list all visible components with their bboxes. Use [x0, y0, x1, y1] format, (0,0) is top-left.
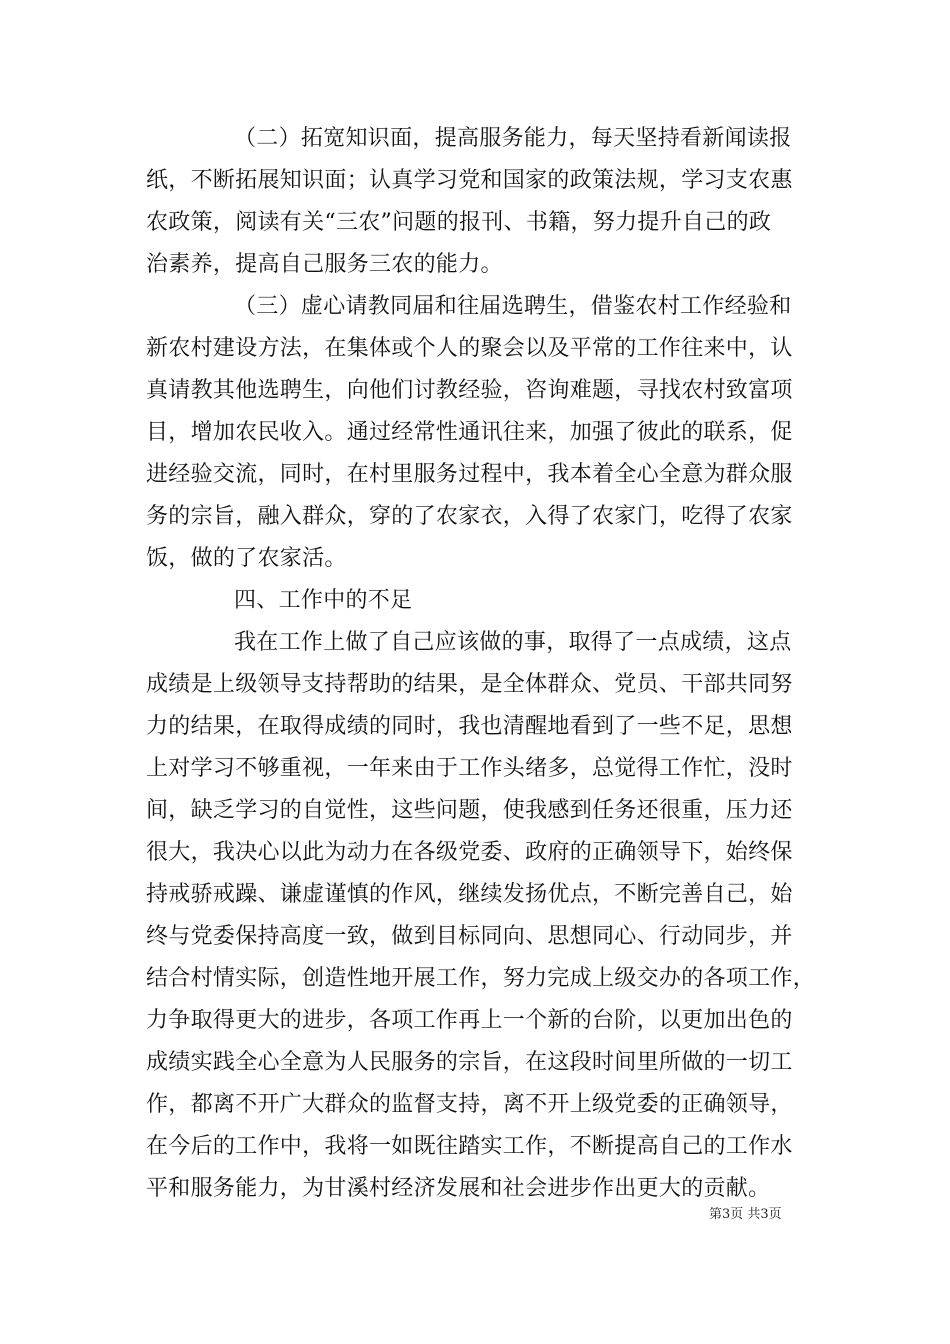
section-heading: 四、工作中的不足 [234, 588, 413, 613]
paragraph-3-line-4: 目，增加农民收入。通过经常性通讯往来，加强了彼此的联系，促 [146, 420, 793, 445]
paragraph-4-line-9: 结合村情实际，创造性地开展工作，努力完成上级交办的各项工作， [146, 966, 816, 991]
paragraph-4-line-11: 成绩实践全心全意为人民服务的宗旨，在这段时间里所做的一切工 [146, 1050, 793, 1075]
paragraph-2-line-2: 纸，不断拓展知识面；认真学习党和国家的政策法规，学习支农惠 [146, 168, 793, 193]
paragraph-3-line-3: 真请教其他选聘生，向他们讨教经验，咨询难题，寻找农村致富项 [146, 378, 793, 403]
paragraph-4-line-13: 在今后的工作中，我将一如既往踏实工作，不断提高自己的工作水 [146, 1134, 793, 1159]
paragraph-3-line-7: 饭，做的了农家活。 [146, 546, 347, 571]
paragraph-4-line-14: 平和服务能力，为甘溪村经济发展和社会进步作出更大的贡献。 [146, 1176, 771, 1201]
paragraph-4-line-1: 我在工作上做了自己应该做的事，取得了一点成绩，这点 [234, 630, 792, 655]
paragraph-4-line-6: 很大，我决心以此为动力在各级党委、政府的正确领导下，始终保 [146, 840, 793, 865]
document-body [146, 118, 816, 1210]
paragraph-2-line-3: 农政策，阅读有关“三农”问题的报刊、书籍，努力提升自己的政 [146, 210, 772, 235]
paragraph-3-line-1: （三）虚心请教同届和往届选聘生，借鉴农村工作经验和 [234, 294, 792, 319]
paragraph-3-line-5: 进经验交流，同时，在村里服务过程中，我本着全心全意为群众服 [146, 462, 793, 487]
paragraph-4-line-5: 间，缺乏学习的自觉性，这些问题，使我感到任务还很重，压力还 [146, 798, 793, 823]
paragraph-2-line-4: 治素养，提高自己服务三农的能力。 [146, 252, 503, 277]
paragraph-4-line-12: 作，都离不开广大群众的监督支持，离不开上级党委的正确领导， [146, 1092, 793, 1117]
paragraph-2-line-1: （二）拓宽知识面，提高服务能力，每天坚持看新闻读报 [234, 126, 792, 151]
paragraph-4-line-3: 力的结果，在取得成绩的同时，我也清醒地看到了一些不足，思想 [146, 714, 793, 739]
paragraph-4-line-10: 力争取得更大的进步，各项工作再上一个新的台阶，以更加出色的 [146, 1008, 793, 1033]
paragraph-3-line-2: 新农村建设方法，在集体或个人的聚会以及平常的工作往来中，认 [146, 336, 793, 361]
paragraph-4-line-8: 终与党委保持高度一致，做到目标同向、思想同心、行动同步，并 [146, 924, 793, 949]
paragraph-4-line-2: 成绩是上级领导支持帮助的结果，是全体群众、党员、干部共同努 [146, 672, 793, 697]
paragraph-4-line-7: 持戒骄戒躁、谦虚谨慎的作风，继续发扬优点，不断完善自己，始 [146, 882, 793, 907]
paragraph-3-line-6: 务的宗旨，融入群众，穿的了农家衣，入得了农家门，吃得了农家 [146, 504, 793, 529]
page-number: 第3页 共3页 [709, 1207, 782, 1222]
paragraph-4-line-4: 上对学习不够重视，一年来由于工作头绪多，总觉得工作忙，没时 [146, 756, 793, 781]
